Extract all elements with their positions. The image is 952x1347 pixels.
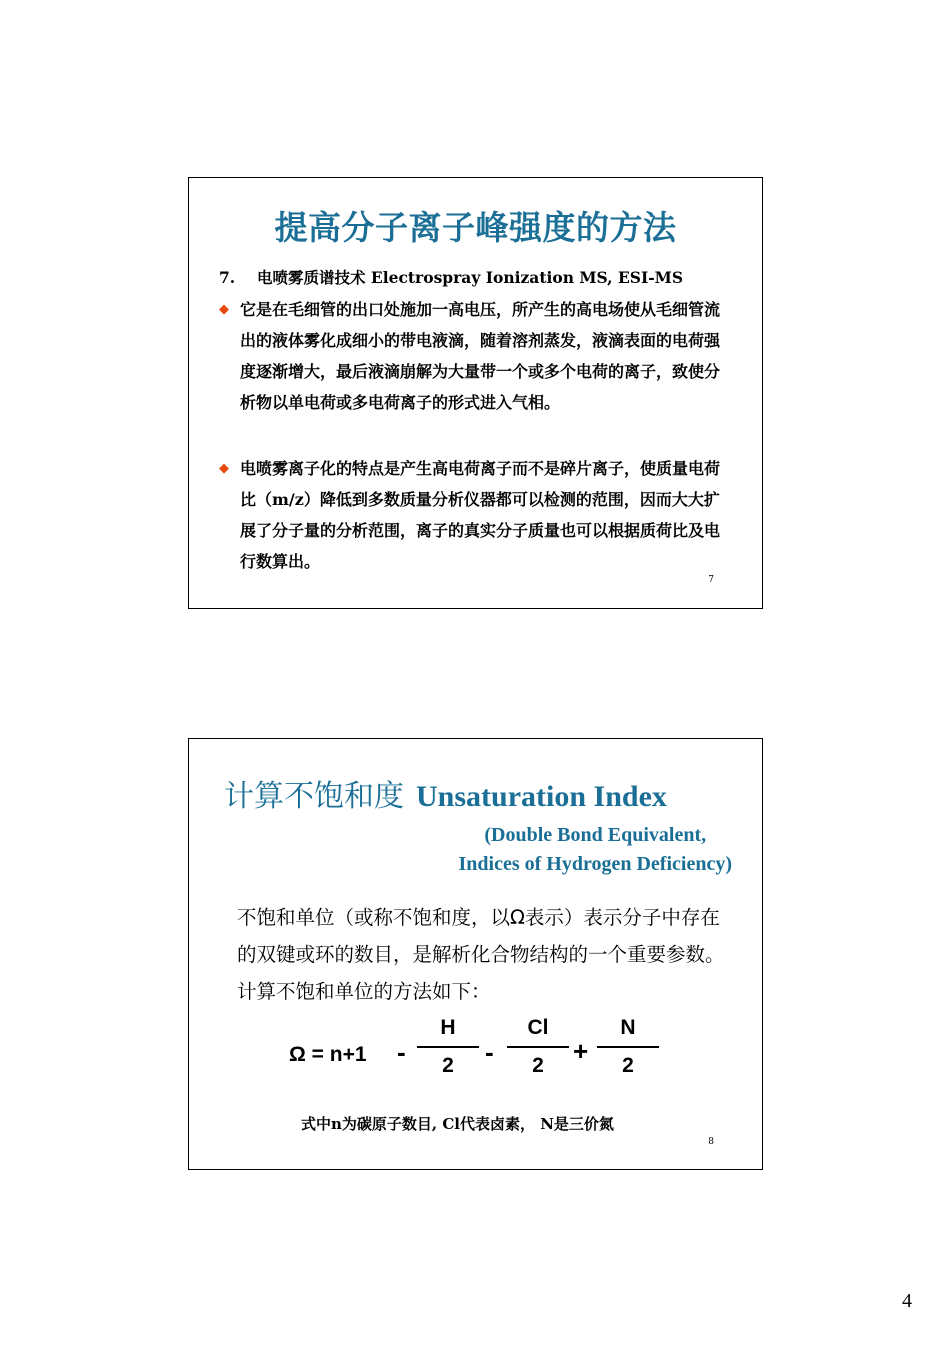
slide2-title — [224, 771, 667, 815]
slide2-subtitle-line2: Indices of Hydrogen Deficiency) — [458, 853, 732, 875]
unsaturation-formula — [289, 1013, 689, 1093]
slide1-bullet-2 — [219, 453, 734, 577]
formula-minus-1: - — [397, 1037, 406, 1067]
slide2-note: 式中n为碳原子数目, Cl代表卤素， N是三价氮 — [301, 1115, 614, 1133]
fraction-cl-numerator: Cl — [527, 1016, 549, 1039]
slide2-title-cn: 计算不饱和度 — [224, 779, 404, 814]
slide2-title-en: Unsaturation Index — [416, 780, 667, 813]
slide2-number: 8 — [708, 1137, 714, 1147]
fraction-bar — [597, 1046, 659, 1048]
page-number: 4 — [902, 1290, 912, 1312]
formula-fraction-cl — [507, 1013, 569, 1081]
slide1-heading-text: 电喷雾质谱技术 Electrospray Ionization MS, ESI-MS — [257, 268, 684, 287]
fraction-cl-denominator: 2 — [532, 1054, 544, 1077]
slide1-bullet-1 — [219, 294, 734, 418]
slide2-body: 不饱和单位（或称不饱和度，以Ω表示）表示分子中存在的双键或环的数目，是解析化合物结构的一个重要参数。计算不饱和单位的方法如下： — [237, 906, 725, 1003]
diamond-bullet-icon: ◆ — [219, 302, 229, 317]
slide1-number: 7 — [708, 575, 714, 585]
fraction-bar — [417, 1046, 479, 1048]
diamond-bullet-icon: ◆ — [219, 461, 229, 476]
fraction-n-numerator: N — [620, 1016, 636, 1039]
fraction-bar — [507, 1046, 569, 1048]
slide1-title: 提高分子离子峰强度的方法 — [274, 208, 677, 247]
slide1-heading — [219, 266, 683, 288]
slide-7 — [188, 177, 763, 609]
slide1-bullet-2-text: 电喷雾离子化的特点是产生高电荷离子而不是碎片离子，使质量电荷比（m/z）降低到多数质量分析仪器都可以检测的范围，因而大大扩展了分子量的分析范围，离子的真实分子质量也可以根据质荷比及电行数算出。 — [240, 459, 721, 571]
formula-fraction-n — [597, 1013, 659, 1081]
formula-lhs: Ω = n+1 — [289, 1043, 367, 1066]
slide2-subtitle-line1: (Double Bond Equivalent, — [484, 824, 707, 846]
slide1-heading-number: 7. — [219, 268, 236, 287]
slide-8 — [188, 738, 763, 1170]
fraction-h-denominator: 2 — [442, 1054, 454, 1077]
slide1-bullet-1-text: 它是在毛细管的出口处施加一高电压，所产生的高电场使从毛细管流出的液体雾化成细小的带电液滴，随着溶剂蒸发，液滴表面的电荷强度逐渐增大，最后液滴崩解为大量带一个或多个电荷的离子，致使分析物以单电荷或多电荷离子的形式进入气相。 — [240, 300, 721, 412]
formula-minus-2: - — [485, 1037, 494, 1067]
formula-plus: + — [573, 1036, 589, 1066]
fraction-n-denominator: 2 — [622, 1054, 634, 1077]
slide2-subtitle — [459, 821, 733, 879]
fraction-h-numerator: H — [440, 1016, 456, 1039]
formula-fraction-h — [417, 1013, 479, 1081]
